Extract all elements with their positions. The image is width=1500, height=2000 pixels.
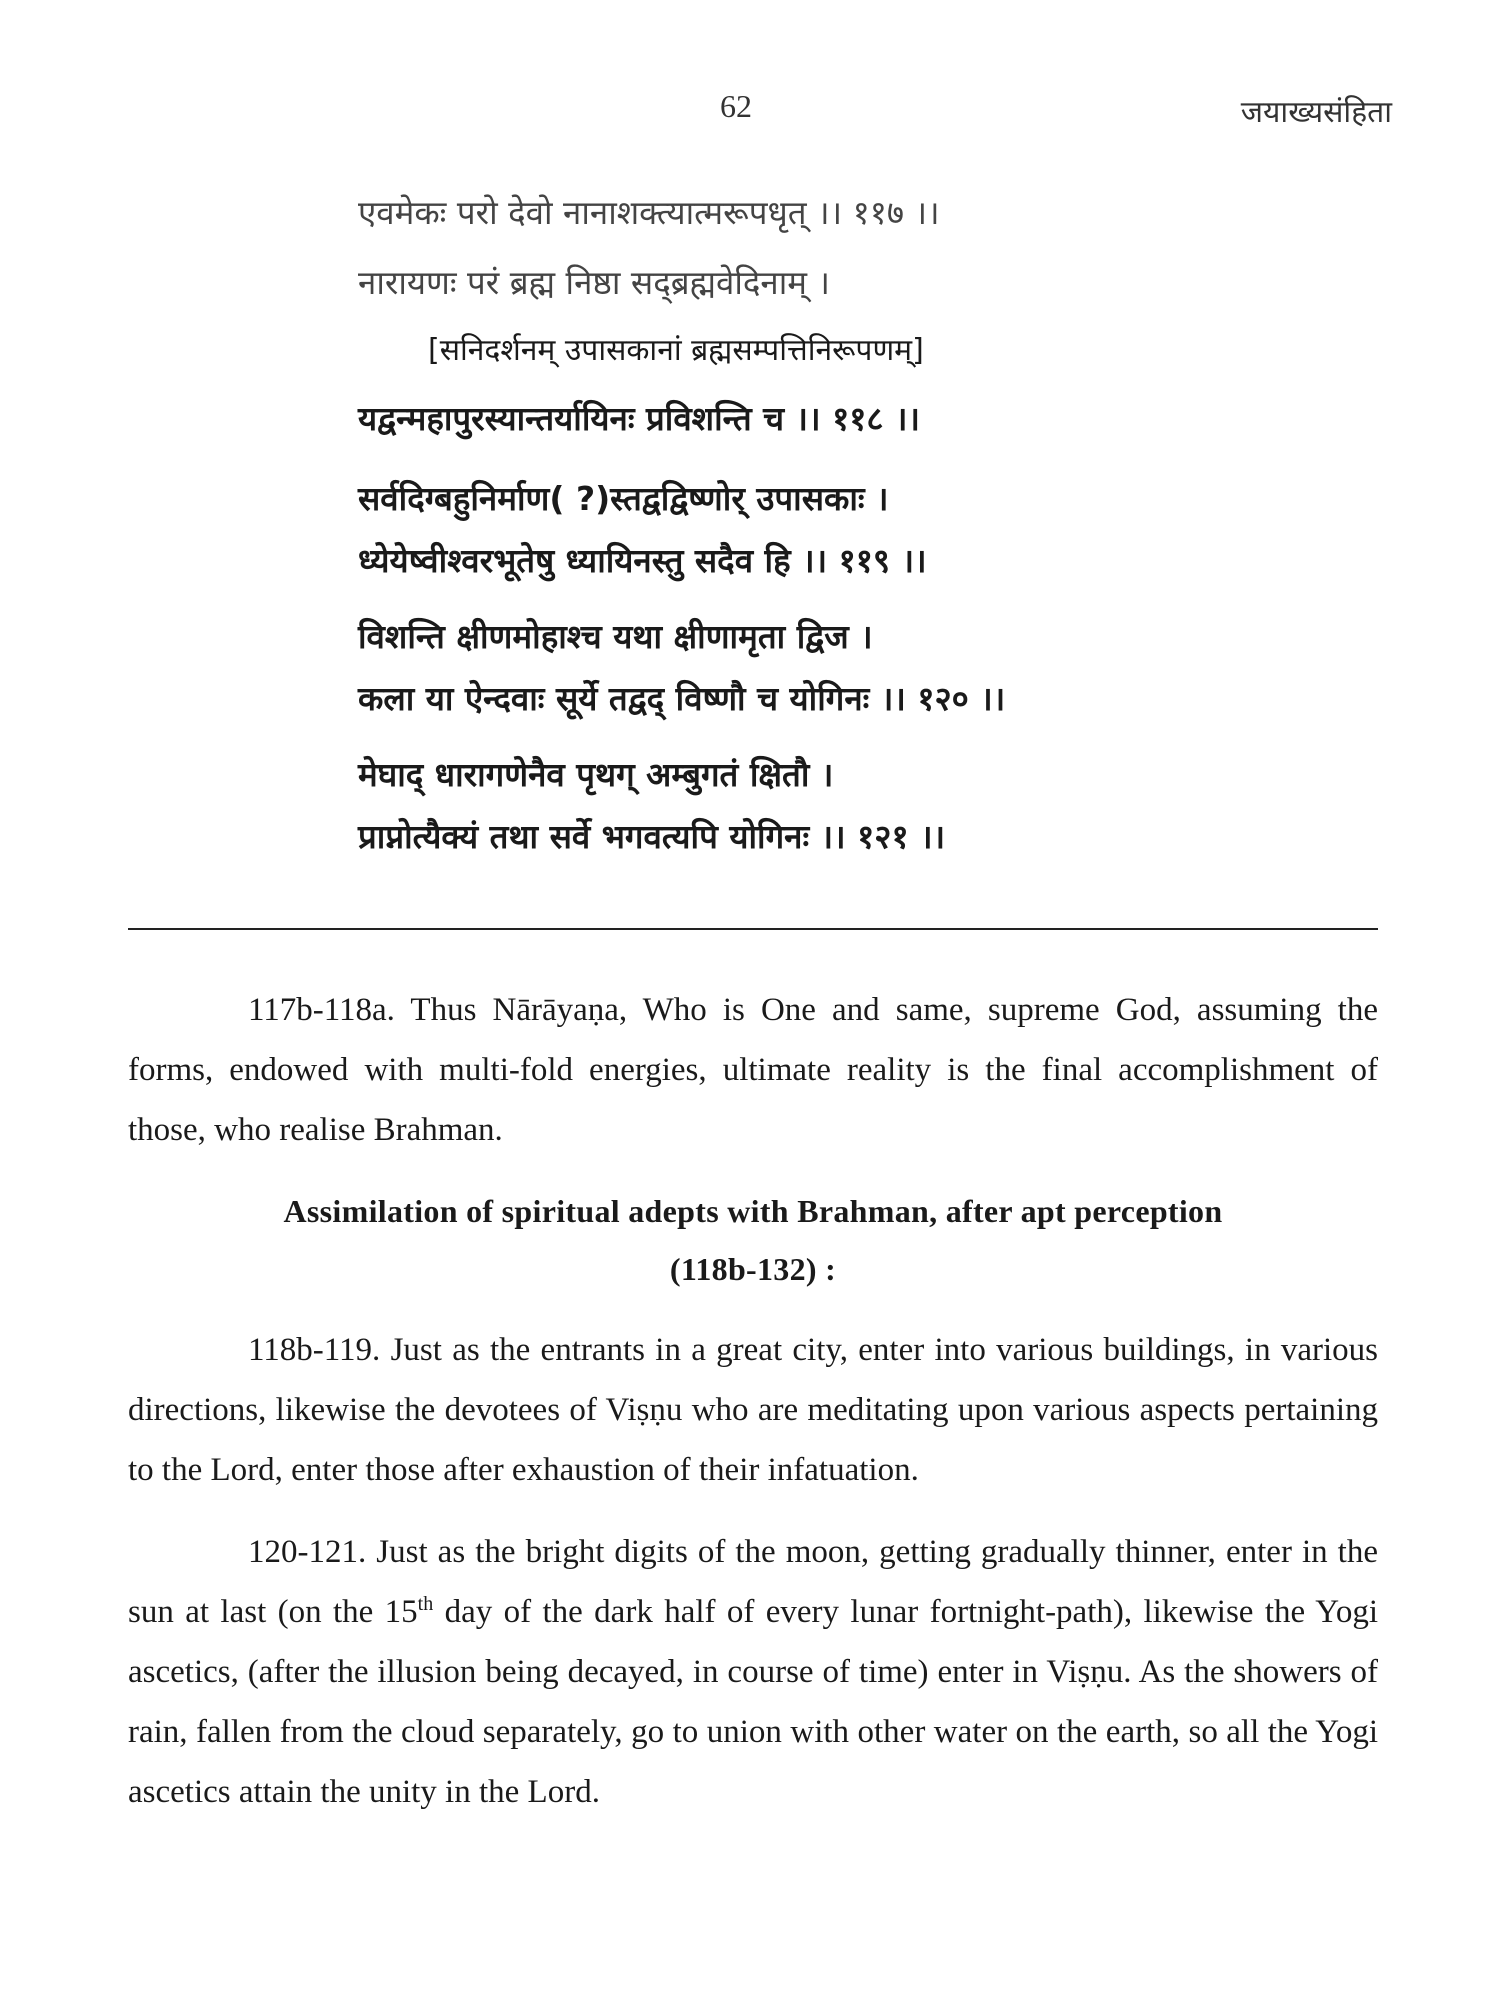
ordinal-suffix: th (417, 1593, 434, 1615)
section-heading-range: (118b-132) : (669, 1251, 837, 1287)
verse-line: ध्येयेष्वीश्वरभूतेषु ध्यायिनस्तु सदैव हि ।। ११९ ।। (358, 541, 927, 580)
paragraph-text: day of the dark half of every lunar fortnight-path), likewise the Yogi ascetics, (after the illusion being decayed, in course of time) enter in Viṣṇu. As the showers of rain, fallen from the cloud separately, go to union with other water on the earth, so all the Yogi ascetics attain the unity in the Lord. (128, 1594, 1378, 1810)
verse-line: सर्वदिग्बहुनिर्माण( ?)स्तद्वद्विष्णोर् उपासकाः । (358, 479, 889, 518)
translation-paragraph: 117b-118a. Thus Nārāyaṇa, Who is One and same, supreme God, assuming the forms, endowed with multi-fold energies, ultimate reality is the final accomplishment of those, who realise Brahman. (128, 992, 1378, 1148)
running-title: जयाख्यसंहिता (1240, 95, 1392, 130)
verse-line: विशन्ति क्षीणमोहाश्च यथा क्षीणामृता द्विज । (358, 617, 873, 656)
verse-line: प्राप्नोत्यैक्यं तथा सर्वे भगवत्यपि योगिनः ।। १२१ ।। (358, 817, 946, 856)
page-header (0, 88, 1500, 138)
english-translation (128, 980, 1378, 1844)
page-number: 62 (720, 88, 752, 124)
paragraph-text: 120-121. Just as the bright digits of the moon, getting gradually thinner, enter in the sun at last (on the 15 (128, 1534, 1378, 1630)
section-divider (128, 928, 1378, 930)
verse-line: एवमेकः परो देवो नानाशक्त्यात्मरूपधृत् ।। ११७ ।। (358, 193, 940, 232)
verse-line: नारायणः परं ब्रह्म निष्ठा सद्ब्रह्मवेदिनाम् । (358, 263, 831, 302)
verse-line: कला या ऐन्दवाः सूर्ये तद्वद् विष्णौ च योगिनः ।। १२० ।। (358, 679, 1006, 718)
sanskrit-verses (358, 178, 1398, 868)
verse-line: यद्वन्महापुरस्यान्तर्यायिनः प्रविशन्ति च ।। ११८ ।। (358, 399, 921, 438)
section-heading-title: Assimilation of spiritual adepts with Brahman, after apt perception (283, 1193, 1223, 1229)
verse-line: मेघाद् धारागणेनैव पृथग् अम्बुगतं क्षितौ । (358, 755, 834, 794)
section-heading (128, 1182, 1378, 1298)
translation-paragraph: 118b-119. Just as the entrants in a great city, enter into various buildings, in various directions, likewise the devotees of Viṣṇu who are meditating upon various aspects pertaining to the Lord, enter those after exhaustion of their infatuation. (128, 1332, 1378, 1488)
verse-subheading: [सनिदर्शनम् उपासकानां ब्रह्मसम्पत्तिनिरूपणम्] (428, 333, 924, 368)
translation-paragraph (128, 1522, 1378, 1822)
